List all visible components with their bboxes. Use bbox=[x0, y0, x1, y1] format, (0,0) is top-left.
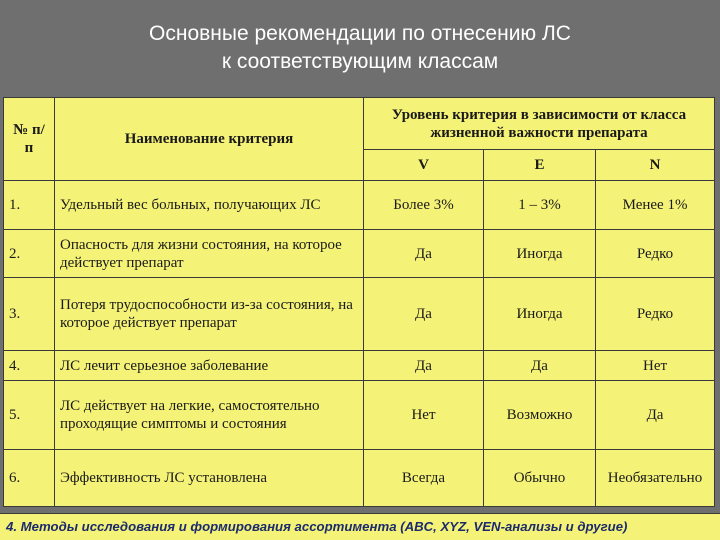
row-value-v: Да bbox=[364, 351, 484, 381]
header-criterion-level: Уровень критерия в зависимости от класса жизненной важности препарата bbox=[364, 98, 715, 150]
row-value-n: Нет bbox=[596, 351, 715, 381]
row-value-n: Да bbox=[596, 381, 715, 450]
header-class-n: N bbox=[596, 150, 715, 181]
row-value-v: Да bbox=[364, 230, 484, 278]
table-row bbox=[4, 181, 715, 230]
row-number: 6. bbox=[4, 450, 55, 507]
table-row bbox=[4, 230, 715, 278]
row-value-v: Всегда bbox=[364, 450, 484, 507]
header-class-v: V bbox=[364, 150, 484, 181]
table-row bbox=[4, 381, 715, 450]
row-criterion: Опасность для жизни состояния, на которое действует препарат bbox=[55, 230, 364, 278]
row-value-e: Иногда bbox=[484, 230, 596, 278]
footer-bar bbox=[0, 513, 720, 540]
row-number: 3. bbox=[4, 278, 55, 351]
row-criterion: Эффективность ЛС установлена bbox=[55, 450, 364, 507]
table-row bbox=[4, 278, 715, 351]
footer-caption: 4. Методы исследования и формирования ассортимента (ABC, XYZ, VEN-анализы и другие) bbox=[6, 519, 628, 534]
slide-title bbox=[0, 20, 720, 76]
row-value-e: 1 – 3% bbox=[484, 181, 596, 230]
row-value-e: Да bbox=[484, 351, 596, 381]
row-value-n: Редко bbox=[596, 278, 715, 351]
slide-title-line-2: к соответствующим классам bbox=[221, 50, 499, 73]
table-row bbox=[4, 351, 715, 381]
row-value-v: Да bbox=[364, 278, 484, 351]
header-criterion-name: Наименование критерия bbox=[55, 98, 364, 181]
row-value-e: Иногда bbox=[484, 278, 596, 351]
row-value-v: Нет bbox=[364, 381, 484, 450]
header-class-e: E bbox=[484, 150, 596, 181]
row-criterion: Удельный вес больных, получающих ЛС bbox=[55, 181, 364, 230]
criteria-table bbox=[3, 97, 715, 507]
row-number: 2. bbox=[4, 230, 55, 278]
row-value-n: Менее 1% bbox=[596, 181, 715, 230]
table-header-row bbox=[4, 98, 715, 150]
row-number: 4. bbox=[4, 351, 55, 381]
row-value-n: Необязательно bbox=[596, 450, 715, 507]
row-value-v: Более 3% bbox=[364, 181, 484, 230]
row-value-e: Возможно bbox=[484, 381, 596, 450]
table-row bbox=[4, 450, 715, 507]
header-number: № п/п bbox=[4, 98, 55, 181]
slide-title-line-1: Основные рекомендации по отнесению ЛС bbox=[149, 22, 571, 45]
row-criterion: ЛС действует на легкие, самостоятельно проходящие симптомы и состояния bbox=[55, 381, 364, 450]
row-value-e: Обычно bbox=[484, 450, 596, 507]
row-criterion: Потеря трудоспособности из-за состояния, на которое действует препарат bbox=[55, 278, 364, 351]
row-value-n: Редко bbox=[596, 230, 715, 278]
row-number: 5. bbox=[4, 381, 55, 450]
row-criterion: ЛС лечит серьезное заболевание bbox=[55, 351, 364, 381]
row-number: 1. bbox=[4, 181, 55, 230]
